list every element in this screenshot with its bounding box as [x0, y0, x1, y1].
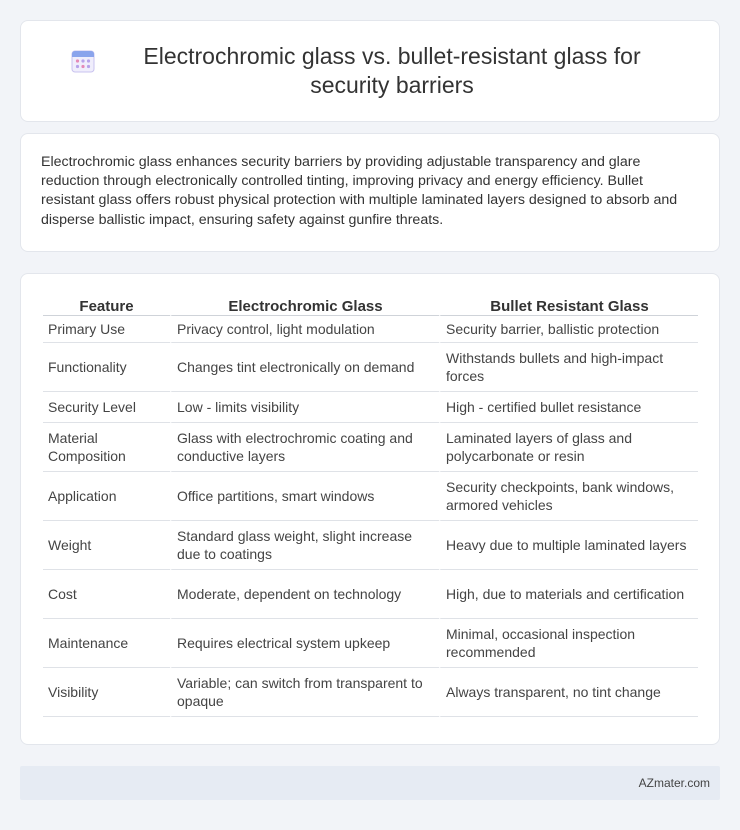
electrochromic-cell: Moderate, dependent on technology — [170, 570, 439, 619]
bullet-resistant-cell: High, due to materials and certification — [439, 570, 698, 619]
table-row — [43, 423, 698, 472]
footer — [20, 766, 720, 800]
title-wrap — [70, 42, 670, 100]
column-header-electrochromic: Electrochromic Glass — [170, 296, 439, 316]
bullet-resistant-cell: Laminated layers of glass and polycarbonate or resin — [439, 423, 698, 472]
comparison-card — [20, 273, 720, 745]
bullet-resistant-cell: Withstands bullets and high-impact forces — [439, 343, 698, 392]
electrochromic-cell: Standard glass weight, slight increase due to coatings — [170, 521, 439, 570]
electrochromic-cell: Privacy control, light modulation — [170, 316, 439, 343]
bullet-resistant-cell: Always transparent, no tint change — [439, 668, 698, 717]
table-row — [43, 472, 698, 521]
table-row — [43, 668, 698, 717]
feature-cell: Weight — [43, 521, 170, 570]
comparison-table — [43, 296, 698, 717]
feature-cell: Primary Use — [43, 316, 170, 343]
table-row — [43, 316, 698, 343]
bullet-resistant-cell: Heavy due to multiple laminated layers — [439, 521, 698, 570]
table-row — [43, 619, 698, 668]
electrochromic-cell: Variable; can switch from transparent to opaque — [170, 668, 439, 717]
electrochromic-cell: Glass with electrochromic coating and conductive layers — [170, 423, 439, 472]
intro-paragraph: Electrochromic glass enhances security barriers by providing adjustable transparency and glare reduction through electronically controlled tinting, improving privacy and energy efficiency. Bullet resistant glass offers robust physical protection with multiple laminated layers designed to absorb and disperse ballistic impact, ensuring safety against gunfire threats. — [41, 154, 678, 228]
intro-card — [20, 133, 720, 252]
bullet-resistant-cell: High - certified bullet resistance — [439, 392, 698, 423]
table-row — [43, 392, 698, 423]
electrochromic-cell: Office partitions, smart windows — [170, 472, 439, 521]
table-header-row — [43, 296, 698, 316]
table-row — [43, 521, 698, 570]
electrochromic-cell: Changes tint electronically on demand — [170, 343, 439, 392]
feature-cell: Visibility — [43, 668, 170, 717]
feature-cell: Security Level — [43, 392, 170, 423]
bullet-resistant-cell: Security barrier, ballistic protection — [439, 316, 698, 343]
bullet-resistant-cell: Security checkpoints, bank windows, armored vehicles — [439, 472, 698, 521]
table-row — [43, 343, 698, 392]
calendar-icon — [70, 48, 96, 74]
feature-cell: Application — [43, 472, 170, 521]
feature-cell: Material Composition — [43, 423, 170, 472]
electrochromic-cell: Low - limits visibility — [170, 392, 439, 423]
feature-cell: Functionality — [43, 343, 170, 392]
column-header-bullet-resistant: Bullet Resistant Glass — [439, 296, 698, 316]
electrochromic-cell: Requires electrical system upkeep — [170, 619, 439, 668]
page-title: Electrochromic glass vs. bullet-resistant glass for security barriers — [143, 43, 641, 98]
feature-cell: Cost — [43, 570, 170, 619]
bullet-resistant-cell: Minimal, occasional inspection recommended — [439, 619, 698, 668]
table-row — [43, 570, 698, 619]
footer-brand: AZmater.com — [638, 776, 710, 790]
column-header-feature: Feature — [43, 296, 170, 316]
feature-cell: Maintenance — [43, 619, 170, 668]
title-card — [20, 20, 720, 122]
